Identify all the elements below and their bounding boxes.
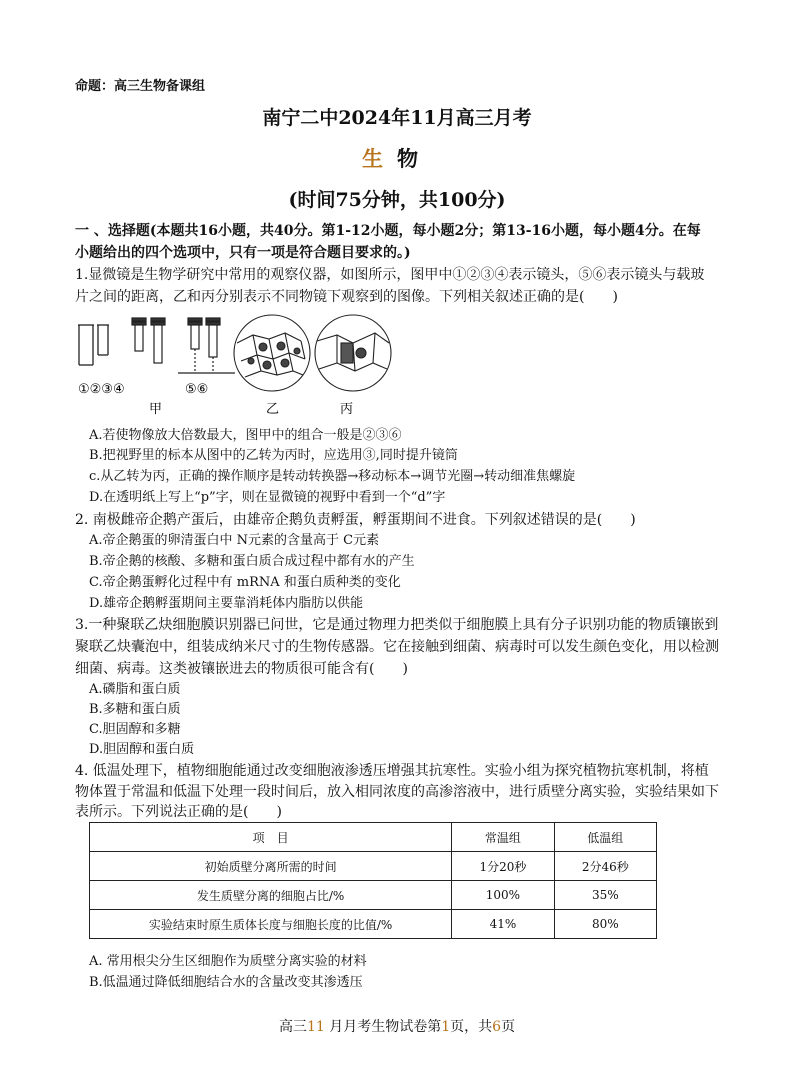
subject-title xyxy=(0,143,794,173)
objective-lenses-icon xyxy=(132,318,165,363)
view-c-cells-icon xyxy=(315,315,391,391)
table-cell: 41% xyxy=(452,910,554,939)
q3-option-d: D.胆固醇和蛋白质 xyxy=(89,742,195,757)
q1-stem-line-2: 片之间的距离，乙和丙分别表示不同物镜下观察到的图像。下列相关叙述正确的是( ) xyxy=(75,289,618,305)
q2-option-d: D.雄帝企鹅孵蛋期间主要靠消耗体内脂肪以供能 xyxy=(89,596,364,611)
q1-option-c: c.从乙转为丙，正确的操作顺序是转动转换器→移动标本→调节光圈→转动细准焦螺旋 xyxy=(89,469,576,484)
subject-char-1: 生 xyxy=(362,146,397,171)
lens-number-label: ①②③④ xyxy=(78,382,125,397)
q1-stem-line-1: 1.显微镜是生物学研究中常用的观察仪器，如图所示，图甲中①②③④表示镜头，⑤⑥表示镜头与载玻 xyxy=(75,267,705,283)
page-footer xyxy=(0,1016,794,1036)
table-cell: 100% xyxy=(452,881,554,910)
objective-slide-distance-icon xyxy=(178,318,235,373)
table-row xyxy=(90,881,657,910)
q3-stem-line-3: 细菌、病毒。这类被镶嵌进去的物质很可能含有( ) xyxy=(75,661,408,677)
table-cell: 35% xyxy=(554,881,656,910)
table-cell: 2分46秒 xyxy=(554,852,656,881)
footer-part: 页，共 xyxy=(450,1019,493,1035)
q1-option-b: B.把视野里的标本从图中的乙转为丙时，应选用③,同时提升镜筒 xyxy=(89,448,458,463)
table-cell: 80% xyxy=(554,910,656,939)
time-info: (时间75分钟，共100分) xyxy=(288,189,506,211)
table-row xyxy=(90,852,657,881)
footer-part: 月月考生物试卷第 xyxy=(324,1019,442,1035)
table-header-cell: 常温组 xyxy=(452,823,554,852)
q3-stem-line-1: 3.一种聚联乙炔细胞膜识别器已问世，它是通过物理力把类似于细胞膜上具有分子识别功能的物质镶嵌到 xyxy=(75,617,719,633)
section-line-2: 小题给出的四个选项中，只有一项是符合题目要求的。) xyxy=(75,245,411,261)
q4-stem-line-3: 表所示。下列说法正确的是( ) xyxy=(75,804,282,820)
table-header-cell: 低温组 xyxy=(554,823,656,852)
q4-option-b: B.低温通过降低细胞结合水的含量改变其渗透压 xyxy=(89,975,363,990)
table-row xyxy=(90,910,657,939)
view-b-cells-icon xyxy=(234,315,310,391)
q3-stem-line-2: 聚联乙炔囊泡中，组装成纳米尺寸的生物传感器。它在接触到细菌、病毒时可以发生颜色变化，用以检测 xyxy=(75,639,719,655)
q2-stem: 2. 南极雌帝企鹅产蛋后，由雄帝企鹅负责孵蛋，孵蛋期间不进食。下列叙述错误的是( ) xyxy=(75,512,636,528)
figure-caption-a: 甲 xyxy=(149,402,163,417)
subject-char-2: 物 xyxy=(397,146,432,171)
table-cell: 实验结束时原生质体长度与细胞长度的比值/% xyxy=(90,910,452,939)
microscope-figure xyxy=(75,313,415,418)
q4-stem-line-2: 物体置于常温和低温下处理一段时间后，放入相同浓度的高渗溶液中，进行质壁分离实验，实验结果如下 xyxy=(75,784,719,800)
q1-option-d: D.在透明纸上写上“p”字，则在显微镜的视野中看到一个“d”字 xyxy=(89,490,446,505)
q4-option-a: A. 常用根尖分生区细胞作为质壁分离实验的材料 xyxy=(89,954,367,969)
table-header-row xyxy=(90,823,657,852)
results-table xyxy=(89,822,657,939)
footer-page-total: 6 xyxy=(492,1019,502,1035)
q3-option-b: B.多糖和蛋白质 xyxy=(89,702,181,717)
table-cell: 初始质壁分离所需的时间 xyxy=(90,852,452,881)
table-cell: 发生质壁分离的细胞占比/% xyxy=(90,881,452,910)
eyepiece-lenses-icon xyxy=(78,325,109,365)
exam-title: 南宁二中2024年11月高三月考 xyxy=(262,107,532,129)
q2-option-b: B.帝企鹅的核酸、多糖和蛋白质合成过程中都有水的产生 xyxy=(89,554,415,569)
distance-number-label: ⑤⑥ xyxy=(185,382,209,397)
footer-month: 11 xyxy=(306,1019,325,1035)
footer-part: 高三 xyxy=(278,1019,307,1035)
q3-option-a: A.磷脂和蛋白质 xyxy=(89,682,181,697)
footer-page-number: 1 xyxy=(441,1019,451,1035)
q2-option-c: C.帝企鹅蛋孵化过程中有 mRNA 和蛋白质种类的变化 xyxy=(89,575,401,590)
q3-option-c: C.胆固醇和多糖 xyxy=(89,722,181,737)
q4-stem-line-1: 4. 低温处理下，植物细胞能通过改变细胞液渗透压增强其抗寒性。实验小组为探究植物抗寒机制，将植 xyxy=(75,763,709,779)
table-cell: 1分20秒 xyxy=(452,852,554,881)
microscope-figure-svg xyxy=(75,313,415,418)
figure-caption-c: 丙 xyxy=(340,402,354,417)
section-line-1: 一 、选择题(本题共16小题，共40分。第1-12小题，每小题2分；第13-16小题，每小题4分。在每 xyxy=(75,223,701,239)
q1-option-a: A.若使物像放大倍数最大，图甲中的组合一般是②③⑥ xyxy=(89,428,402,443)
question-setter: 命题：高三生物备课组 xyxy=(75,79,206,94)
table-header-cell: 项 目 xyxy=(90,823,452,852)
footer-part: 页 xyxy=(501,1019,516,1035)
figure-caption-b: 乙 xyxy=(266,402,280,417)
q2-option-a: A.帝企鹅蛋的卵清蛋白中 N元素的含量高于 C元素 xyxy=(89,533,380,548)
